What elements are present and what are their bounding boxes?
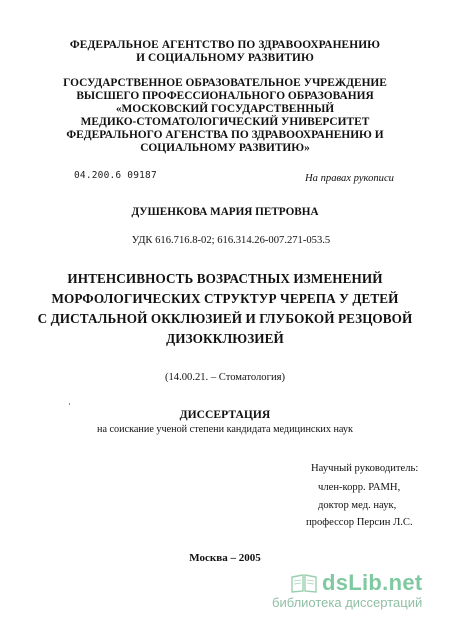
institution-line-3: «МОСКОВСКИЙ ГОСУДАРСТВЕННЫЙ [115,103,335,115]
supervisor-name: профессор Персин Л.С. [306,517,413,528]
registration-stamp: 04.200.6 09187 [74,170,157,181]
title-line-1: ИНТЕНСИВНОСТЬ ВОЗРАСТНЫХ ИЗМЕНЕНИЙ [67,271,383,286]
work-type: ДИССЕРТАЦИЯ [179,408,271,421]
watermark-logo: dsLib.net [322,570,423,595]
institution-line-2: ВЫСШЕГО ПРОФЕССИОНАЛЬНОГО ОБРАЗОВАНИЯ [76,90,374,102]
udc-code: УДК 616.716.8-02; 616.314.26-007.271-053.5 [131,235,331,246]
institution-line-6: СОЦИАЛЬНОМУ РАЗВИТИЮ» [140,142,310,154]
specialty: (14.00.21. – Стоматология) [164,372,286,383]
watermark-subtitle: библиотека диссертаций [272,595,423,610]
title-line-4: ДИЗОККЛЮЗИЕЙ [166,331,284,346]
degree-line: на соискание ученой степени кандидата медицинских наук [97,424,353,435]
agency-line-2: И СОЦИАЛЬНОМУ РАЗВИТИЮ [136,52,314,64]
supervisor-title-2: доктор мед. наук, [318,500,397,511]
author-name: ДУШЕНКОВА МАРИЯ ПЕТРОВНА [131,206,319,218]
supervisor-label: Научный руководитель: [311,463,419,474]
agency-line-1: ФЕДЕРАЛЬНОЕ АГЕНТСТВО ПО ЗДРАВООХРАНЕНИЮ [69,39,381,51]
dslib-watermark [264,565,450,623]
book-icon [290,573,318,593]
institution-line-1: ГОСУДАРСТВЕННОЕ ОБРАЗОВАТЕЛЬНОЕ УЧРЕЖДЕНИЕ [63,77,387,89]
supervisor-title-1: член-корр. РАМН, [318,482,401,493]
institution-line-4: МЕДИКО-СТОМАТОЛОГИЧЕСКИЙ УНИВЕРСИТЕТ [80,116,370,128]
institution-line-5: ФЕДЕРАЛЬНОГО АГЕНСТВА ПО ЗДРАВООХРАНЕНИЮ И [66,129,384,141]
city-year: Москва – 2005 [189,552,261,564]
rights-note: На правах рукописи [305,173,394,184]
title-line-2: МОРФОЛОГИЧЕСКИХ СТРУКТУР ЧЕРЕПА У ДЕТЕЙ [51,291,399,306]
title-line-3: С ДИСТАЛЬНОЙ ОККЛЮЗИЕЙ И ГЛУБОКОЙ РЕЗЦОВОЙ [37,311,413,326]
scan-speck [69,403,70,405]
